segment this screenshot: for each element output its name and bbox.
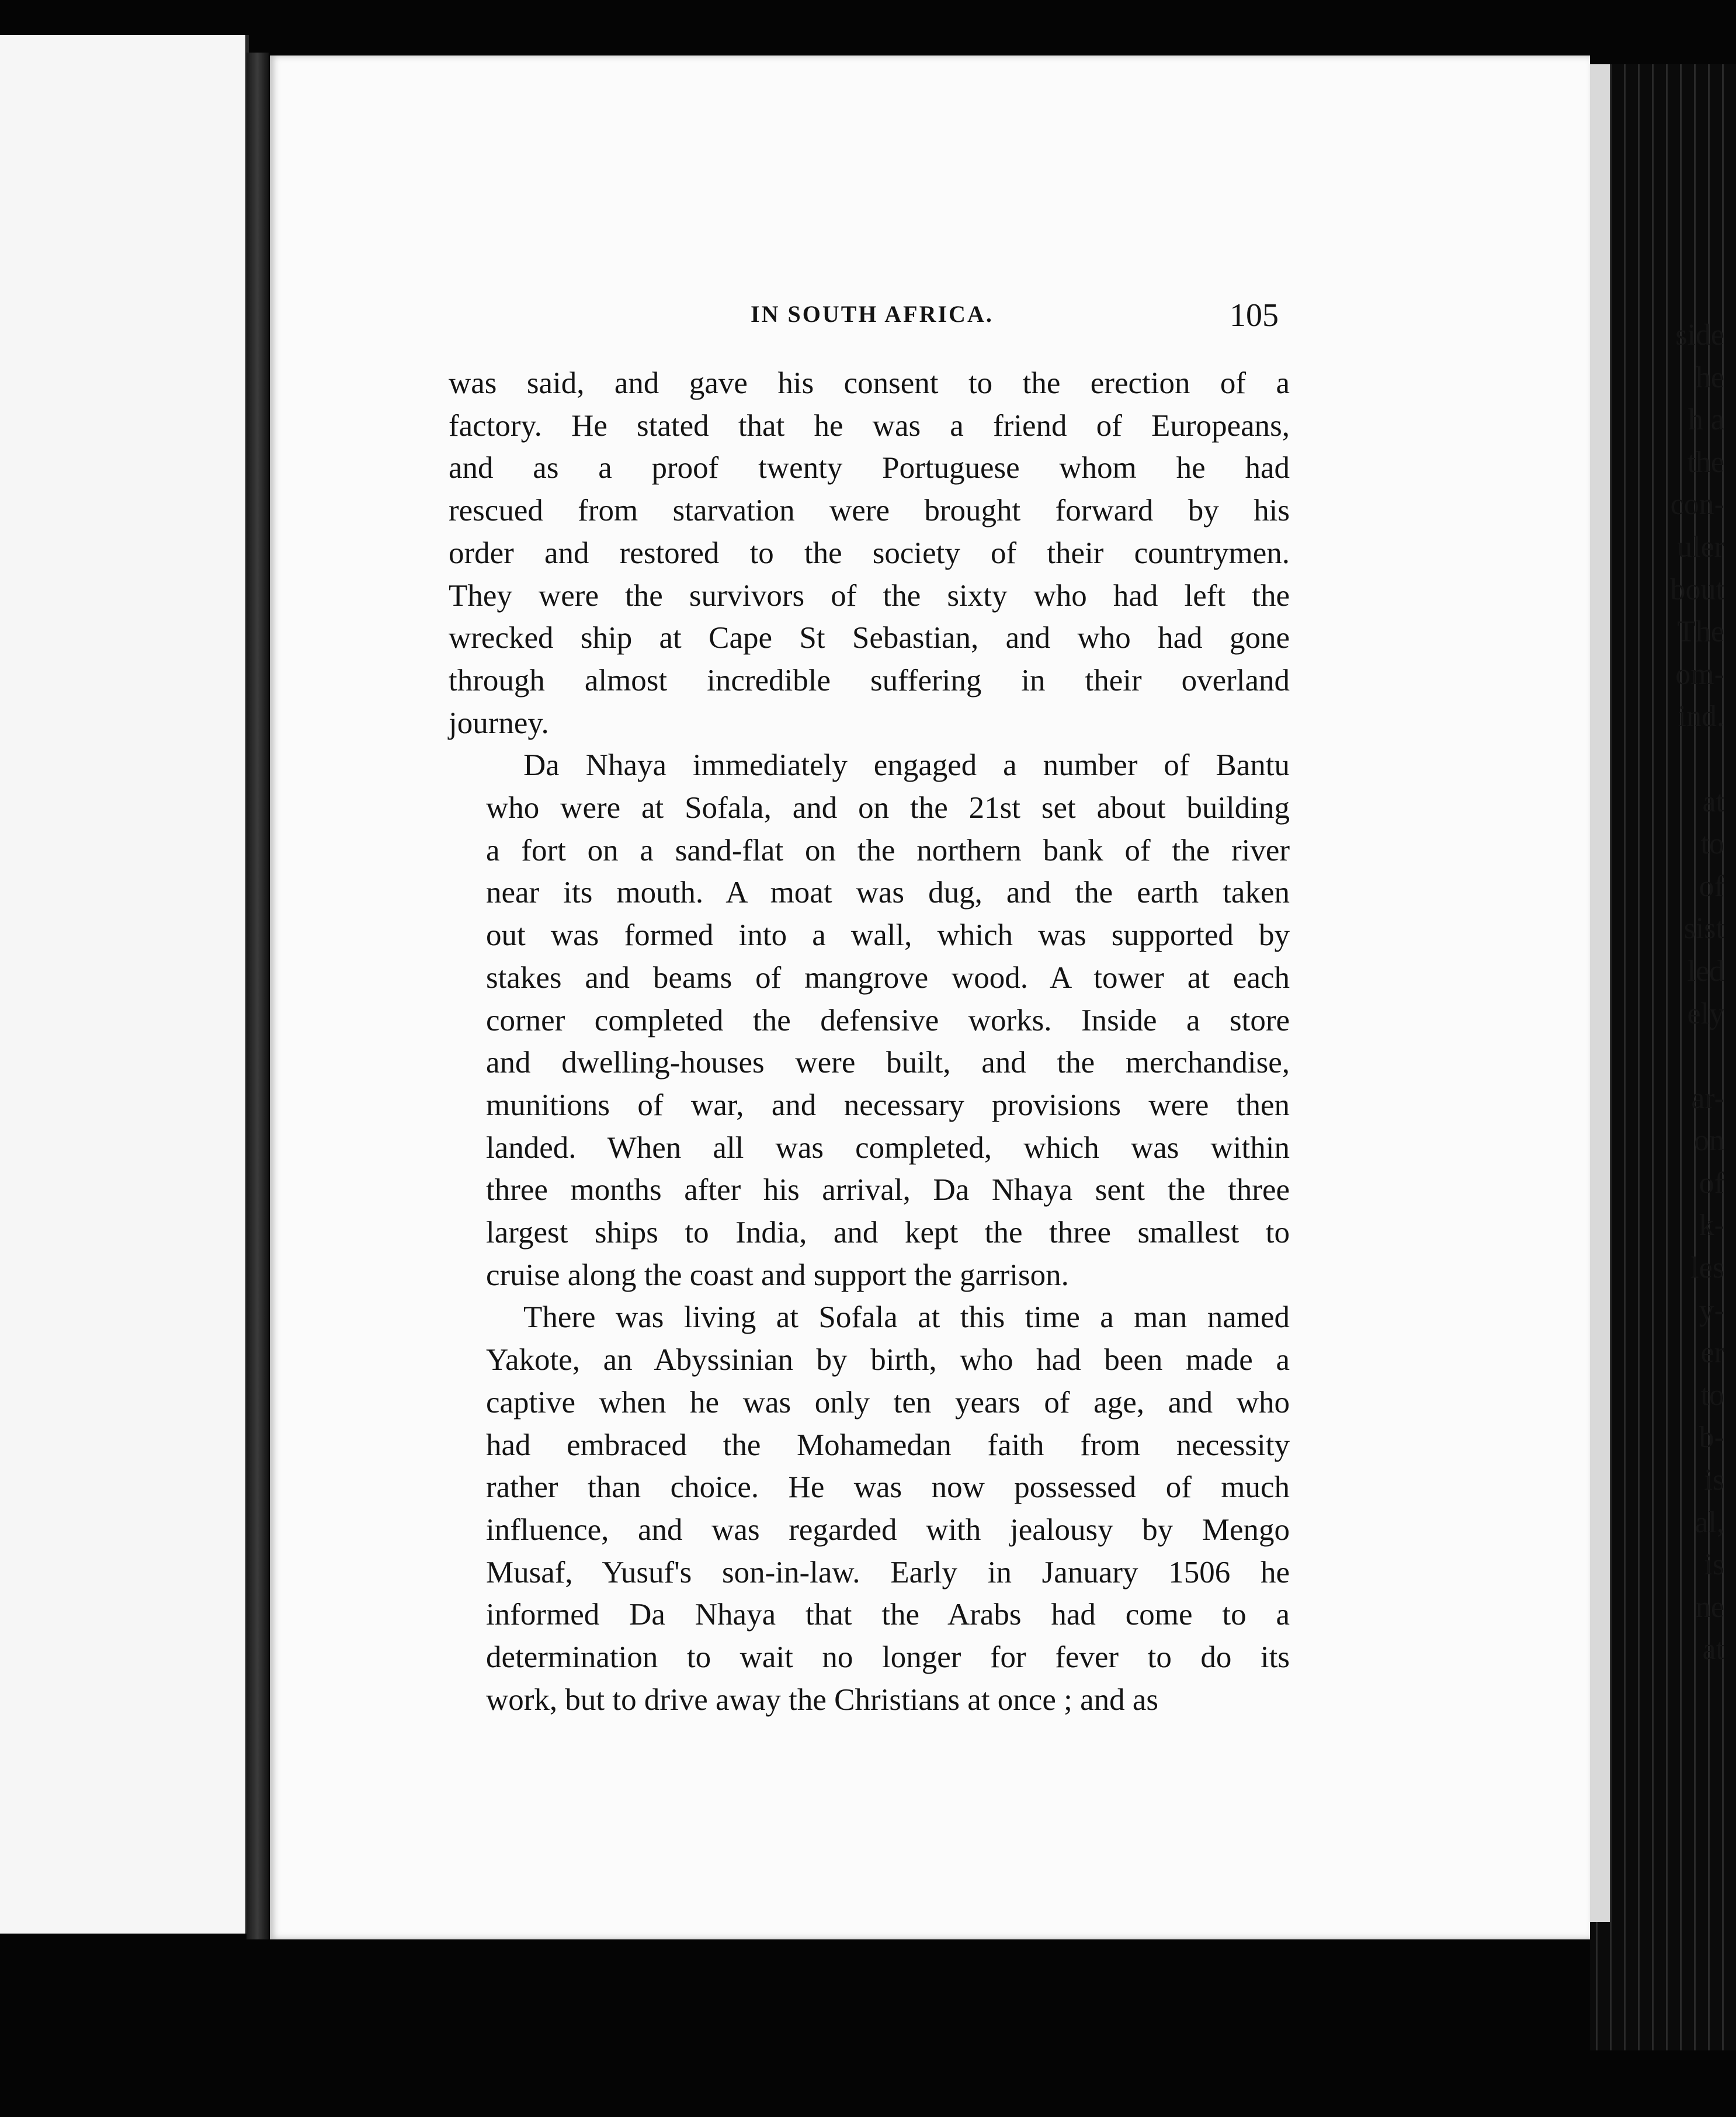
text-line: Da Nhaya immediately engaged a number of Bantu [523, 748, 1290, 783]
text-line: influence, and was regarded with jealousy by Mengo [486, 1512, 1290, 1547]
left-page-fragment: bout [1670, 572, 1724, 606]
text-line: landed. When all was completed, which was within [486, 1130, 1290, 1165]
left-page-fragment: side [1675, 318, 1724, 352]
left-page-fragment: ely [1687, 997, 1724, 1030]
text-line: informed Da Nhaya that the Arabs had come to a [486, 1598, 1290, 1632]
text-line: Yakote, an Abyssinian by birth, who had been made a [486, 1343, 1290, 1377]
left-page-fragment: of [1699, 1166, 1724, 1200]
left-page-fragment: ne [1695, 1590, 1724, 1624]
text-line: corner completed the defensive works. Inside a store [486, 1003, 1290, 1037]
left-page-fragment: of [1699, 869, 1724, 903]
body-text [449, 362, 1290, 1722]
left-page-fragment: to [1700, 827, 1724, 861]
book-gutter [246, 53, 269, 1939]
text-line: order and restored to the society of their countrymen. [449, 536, 1290, 570]
text-line: had embraced the Mohamedan faith from necessity [486, 1428, 1290, 1462]
left-page-fragment: les [1690, 1251, 1724, 1285]
text-line: captive when he was only ten years of age, and who [486, 1385, 1290, 1420]
left-page-text-fragments [1491, 314, 1724, 1671]
text-line: wrecked ship at Cape St Sebastian, and who had gone [449, 621, 1290, 655]
left-page-fragment: sist [1683, 912, 1724, 946]
left-page-fragment: om- [1675, 657, 1724, 691]
paragraph [449, 362, 1290, 744]
left-page-fragment [1491, 1035, 1724, 1078]
left-page-fragment: led [1687, 954, 1724, 988]
left-page-fragment: at [1702, 785, 1724, 818]
text-line: cruise along the coast and support the garrison. [486, 1258, 1069, 1292]
left-page-fragment: al, [1695, 1505, 1724, 1539]
left-page-fragment: y- [1699, 1293, 1724, 1327]
left-page-fragment: ind. [1678, 700, 1724, 734]
text-line: who were at Sofala, and on the 21st set about building [486, 791, 1290, 825]
paragraph [449, 744, 1290, 1296]
text-line: Musaf, Yusuf's son-in-law. Early in January 1506 he [486, 1555, 1290, 1590]
text-line: and dwelling-houses were built, and the merchandise, [486, 1046, 1290, 1080]
left-page-fragment: k- [1699, 1209, 1724, 1243]
text-line: factory. He stated that he was a friend of Europeans, [449, 408, 1290, 443]
paragraph [449, 1296, 1290, 1721]
text-line: munitions of war, and necessary provisions were then [486, 1088, 1290, 1122]
text-line: through almost incredible suffering in their overland [449, 663, 1290, 697]
left-page-fragment: The [1677, 615, 1724, 649]
text-line: near its mouth. A moat was dug, and the earth taken [486, 876, 1290, 910]
left-page-fragment: the [1687, 445, 1724, 479]
left-page-fragment: to [1700, 1378, 1724, 1412]
left-page-fragment [1491, 738, 1724, 781]
left-page-fragment: at [1702, 1633, 1724, 1667]
text-line: There was living at Sofala at this time a man named [523, 1300, 1290, 1335]
left-page-fragment: ar- [1691, 1081, 1724, 1115]
left-page-fragment: h a [1688, 403, 1724, 437]
left-page-fragment: er [1700, 1336, 1724, 1370]
left-page [0, 35, 249, 1934]
running-title: IN SOUTH AFRICA. [751, 301, 994, 327]
text-line: rather than choice. He was now possessed of much [486, 1470, 1290, 1505]
page-number: 105 [1230, 297, 1279, 334]
text-line: rescued from starvation were brought forward by his [449, 494, 1290, 528]
text-line: largest ships to India, and kept the three smallest to [486, 1216, 1290, 1250]
left-page-fragment: is [1704, 1548, 1724, 1582]
text-line: They were the survivors of the sixty who had left the [449, 578, 1290, 613]
text-line: stakes and beams of mangrove wood. A tower at each [486, 960, 1290, 995]
left-page-fragment: is [1704, 1463, 1724, 1497]
left-page-fragment: con- [1670, 488, 1724, 522]
left-page-fragment: uler [1677, 530, 1724, 564]
text-line: a fort on a sand-flat on the northern bank of the river [486, 833, 1290, 867]
text-line: work, but to drive away the Christians at once ; and as [486, 1682, 1158, 1717]
text-line: journey. [449, 706, 549, 740]
text-line: determination to wait no longer for fever to do its [486, 1640, 1290, 1675]
left-page-fragment: he [1695, 360, 1724, 394]
text-line: out was formed into a wall, which was supported by [486, 918, 1290, 953]
text-line: three months after his arrival, Da Nhaya sent the three [486, 1173, 1290, 1207]
text-line: and as a proof twenty Portuguese whom he had [449, 451, 1290, 485]
left-page-fragment: on [1694, 1124, 1724, 1158]
left-page-fragment: b- [1699, 1421, 1724, 1455]
text-line: was said, and gave his consent to the erection of a [449, 366, 1290, 400]
